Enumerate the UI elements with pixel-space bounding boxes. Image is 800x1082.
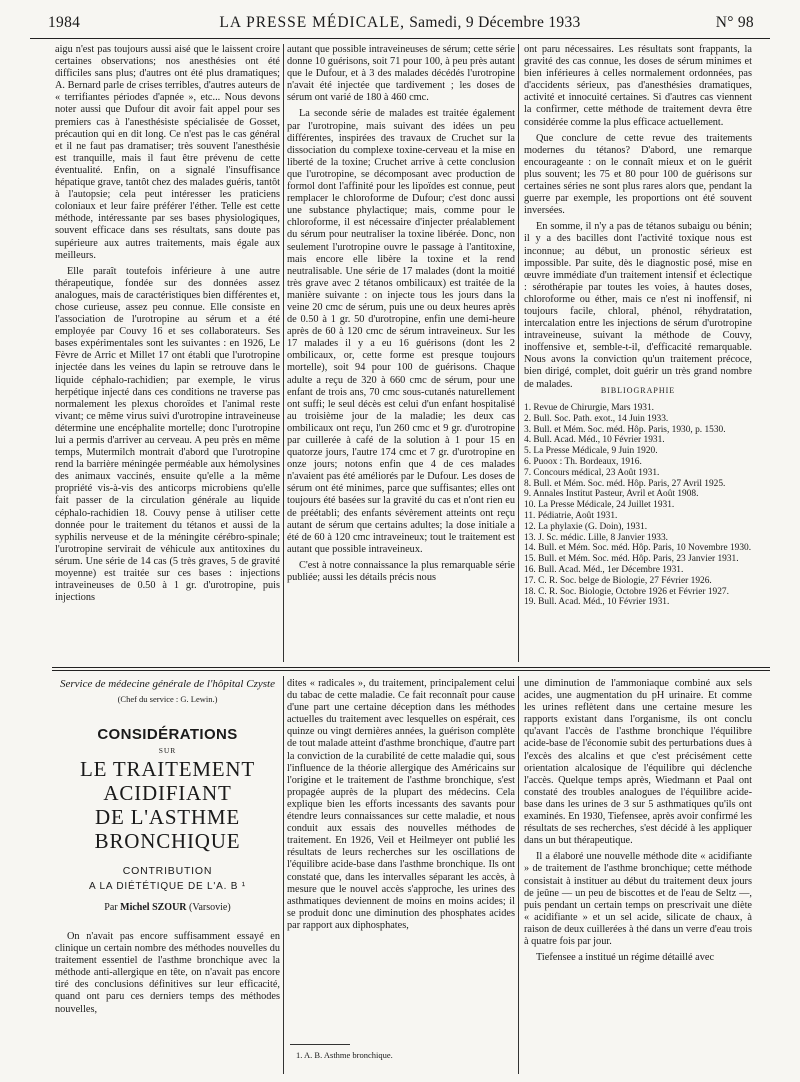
bibliography-item: 1. Revue de Chirurgie, Mars 1931. [524,403,655,413]
paragraph: En somme, il n'y a pas de tétanos subaigu ou bénin; il y a des bacilles dont l'activité toxique nous est inconnue; au début, un pronostic sérieux est impossible. Par suite, dès le diagnostic posé, mise en œuvre immédiate d'un traitement intensif et éclectique : sérothérapie par toutes les voies, à hautes doses, chloroforme ou éther, mais ce n'est ni inoffensif, ni toujours facile, chloral, phénol, réhydratation, intercalation entre les injections de sérum d'urotropine intraveineuse, suivant la méthode de Couvy, inoffensive et, semble-t-il, d'efficacité remarquable. Nous avons la conviction qu'un traitement précoce, bien dirigé, complet, doit guérir un très grand nombre de malades. [524,221,752,390]
column-divider [518,676,519,1074]
column-divider [518,44,519,662]
journal-name: LA PRESSE MÉDICALE, [219,14,406,31]
heading-sur: SUR [158,746,177,755]
author-name: Michel SZOUR [120,902,187,913]
bibliography-item: 12. La phylaxie (G. Doin), 1931. [524,521,648,532]
article-title-line-2: DE L'ASTHME BRONCHIQUE [94,805,241,853]
bibliography-item: 9. Annales Institut Pasteur, Avril et Août 1908. [524,489,699,500]
author-line [55,902,280,913]
bibliography-item: 13. J. Sc. médic. Lille, 8 Janvier 1933. [524,532,668,543]
issue-number: N° 98 [715,14,754,31]
bibliography-item: 16. Bull. Acad. Méd., 1er Décembre 1931. [524,564,684,575]
header-rule [30,38,770,39]
service-line: Service de médecine générale de l'hôpital Czyste [60,678,275,690]
paragraph: aigu n'est pas toujours aussi aisé que le laissent croire certaines observations; nos anesthésies ont été difficiles sans plus; d'autres ont été plus dramatiques; A. Bernard parle de crises terribles, d'autres auteurs de « terrifiantes périodes d'apnée », etc... Nous devons noter aussi que Dufour dit avoir fait appel pour ses premiers cas à l'anesthésiste spécialisée de Gosset, précaution qui en dit long. Ce n'est pas le cas général et il ne faut pas dramatiser; très souvent l'anesthésie est tranquille, mais il faut être prévenu de cette éventualité. Enfin, on a signalé l'insuffisance hépatique grave, tantôt chez des malades guéris, tantôt à l'autopsie; cela peut intéresser les praticiens coloniaux et leur faire préférer l'éther. Telle est cette méthode, intéressante par ses bases physiologiques, souvent efficace dans ses résultats, sans doute pas supérieure aux autres traitements, mais égale aux meilleurs. [55,44,280,261]
bibliography-title: BIBLIOGRAPHIE [600,386,676,395]
author-prefix: Par [104,902,118,913]
bibliography-item: 10. La Presse Médicale, 24 Juillet 1931. [524,500,675,511]
paragraph: Il a élaboré une nouvelle méthode dite « acidifiante » de traitement de l'asthme bronchique; cette méthode consistait à instituer au début du traitement deux jours de jeûne — un peu de biscottes et de l'eau de Seltz —, puis pendant un certain temps on prescrivait une diète « acidifiante » et un sel acide, silicate de chaux, à raison de deux cuillerées à thé dans un verre d'eau trois à quatre fois par jour. [524,851,752,947]
bibliography-item: 6. Puoox : Th. Bordeaux, 1916. [524,456,642,467]
paragraph: dites « radicales », du traitement, principalement celui du tabac de cette maladie. Ce fait reconnaît pour cause d'une part une certaine déception dans les méthodes actuelles du traitement avec lesquelles on espérait, ces quinze ou vingt dernières années, la guérison complète de tout malade atteint d'asthme bronchique, d'autre part la conviction de la curabilité de cette maladie qui, sous l'influence de la théorie allergique des Américains sur l'origine et le traitement de l'asthme bronchique, s'est propagée auprès de la plupart des médecins. Cela explique bien les efforts incessants des savants pour étendre leurs connaissances sur cette maladie, et nous conduit aux essais des nouvelles méthodes de traitement. En 1926, Veil et Heilmeyer ont publié les résultats de leurs recherches sur les oscillations de l'équilibre acide-base dans l'asthme bronchique. Ils ont constaté que, dans les intervalles séparant les accès, à mesure que le nouvel accès s'approche, les urines des asthmatiques deviennent de moins en moins acides; il se produit donc une diminution des phosphates acides par rapport aux diphosphates, [287,678,515,931]
paragraph: Elle paraît toutefois inférieure à une autre thérapeutique, fondée sur des données assez analogues, mais de caractéristiques bien différentes et, chose curieuse, assez peu connue. Elle consiste en l'association de l'urotropine au sérum et a été employée par Couvy 16 et ses collaborateurs. Ses bases expérimentales sont les suivantes : en 1926, Le Fèvre de Arric et Millet 17 ont établi que l'urotropine injectée dans les veines du lapin se retrouve dans le liquide céphalo-rachidien; par exemple, le virus herpétique injecté dans ces conditions ne traverse pas normalement les plexus choroïdes et l'animal reste vivant; ce même virus suivi d'urotropine intraveineuse détermine une encéphalite mortelle; donc l'urotropine lui a permis d'arriver au cerveau. A peu près en même temps, Mutermilch montrait d'abord que l'urotropine rend la barrière méningée perméable aux hémolysines des animaux vaccinés, ensuite qu'elle a la même propriété vis-à-vis des anticorps microbiens qu'elle fait passer de la circulation générale au liquide céphalo-rachidien 18. Couvy pense à utiliser cette donnée pour le traitement du tétanos et aussi de la syphilis nerveuse et de la méningite cérébro-spinale; l'urotropine servirait de véhicule aux antitoxines du sérum. Une série de 14 cas (5 très graves, 5 de gravité moyenne) est traitée sur ces bases : injections intraveineuses de 0.50 à 1 gr. d'urotropine, puis injections [55,265,280,604]
author-place: (Varsovie) [189,902,231,913]
paragraph: Tiefensee a institué un régime détaillé avec [536,952,715,964]
top-column-1 [55,44,280,659]
bibliography-item: 15. Bull. et Mém. Soc. méd. Hôp. Paris, 23 Janvier 1931. [524,554,739,565]
paragraph: Que conclure de cette revue des traitements modernes du tétanos? D'abord, une remarque encourageante : on le connaît mieux et on le guérit plus souvent; les 75 et 80 pour 100 de guérisons sur certaines séries ne sont plus rares alors que, pendant la guerre par exemple, les proportions ont été souvent inversées. [524,132,752,217]
article-heading-block [55,678,280,1051]
bibliography-item: 14. Bull. et Mém. Soc. méd. Hôp. Paris, 10 Novembre 1930. [524,543,752,554]
bibliography-item: 18. C. R. Soc. Biologie, Octobre 1926 et Février 1927. [524,586,729,597]
paragraph: ont paru nécessaires. Les résultats sont frappants, la gravité des cas connue, les doses de sérum minimes et bien inférieures à celles normalement ordonnées, pas d'accidents sérieux, pas d'anesthésies dramatiques, activité et innocuité certaines. Si d'autres cas viennent la confirmer, cette méthode de traitement devra être considérée comme la plus efficace actuellement. [524,44,752,128]
paragraph: une diminution de l'ammoniaque combiné aux sels acides, une augmentation du pH urinaire. Et comme les urines reflètent dans une certaine mesure les rapports existant dans l'organisme, ils ont conclu qu'avant l'accès de l'asthme bronchique l'équilibre acide-base de l'économie subit des perturbations dues à l'excès des alcalins et que c'est précisément cette orientation alcalosique de l'équilibre qui déclenche l'accès. Quelque temps après, Wiedmann et Paal ont constaté des troubles analogues de l'équilibre acide-base dans les urines de 3 sur 5 asthmatiques qu'ils ont examinés. En 1930, Tiefensee, après avoir confirmé les résultats de ses recherches, s'est décidé à les appliquer dans un but thérapeutique. [524,678,752,847]
bibliography-item: 3. Bull. et Mém. Soc. méd. Hôp. Paris, 1930, p. 1530. [524,424,726,435]
paragraph: La seconde série de malades est traitée également par l'urotropine, mais suivant des idées un peu différentes, inspirées des travaux de Cruchet sur la dissociation du complexe toxine-cerveau et la mise en liberté de la toxine; Cruchet arrive à cette conclusion que l'urotropine, se décomposant avec production de formol dont l'affinité pour les lipoïdes est connue, peut remplacer le chloroforme de Dufour; c'est donc aussi une substance phylactique; mais, comme pour le chloroforme, il est nécessaire d'injecter préalablement du sérum pour neutraliser la toxine libérée. Donc, non seulement l'urotropine ouvre le passage à l'antitoxine, mais encore elle libère la toxine et la rend neutralisable. Une série de 17 malades (dont la moitié très grave avec 2 tétanos ombilicaux) est traitée de la manière suivante : on injecte tous les jours dans la veine 20 cmc de sérum, puis une ou deux heures après de 0.50 à 1 gr. 50 d'urotropine, enfin une demi-heure après de 60 à 120 cmc de sérum intraveineux. Sur les 17 malades il y a eu 16 guérisons (dont les 2 ombilicaux, or, cette forme est presque toujours mortelle), soit 94 pour 100 de guérisons. Chaque adulte a reçu de 320 à 660 cmc de sérum, pour une enfant de trois ans, 70 cmc sous-cutanés naturellement ont suffi; le seul décès est celui d'un enfant hospitalisé au troisième jour de la maladie; les deux cas ombilicaux ont reçu, l'un 260 cmc et 9 gr. d'urotropine par cuillerée à café de la solution à 1 pour 15 en quatorze jours, l'autre 174 cmc et 7 gr. d'urotropine en onze jours; notons enfin que 4 de ces malades n'avaient pas été améliorés par le Dufour. Les doses de sérum ont été minimes, parce que suffisantes; elles ont toujours été basées sur la gravité du cas et n'ont rien eu de préétabli; des enfants sévèrement atteints ont reçu autant de sérum que certains adultes; la dose initiale a été de 60 à 120 cmc intraveineux; tout le traitement est autant que possible intraveineux. [287,108,515,555]
article-column-3 [524,678,752,1073]
section-rule [52,667,770,668]
column-divider [283,44,284,662]
footnote-rule [290,1044,350,1045]
bibliography-item: 19. Bull. Acad. Méd., 10 Février 1931. [524,597,670,608]
bibliography-list [524,403,752,608]
top-column-3 [524,44,752,659]
bibliography-item: 8. Bull. et Mém. Soc. méd. Hôp. Paris, 27 Avril 1925. [524,478,726,489]
page-header [30,14,770,36]
paragraph: autant que possible intraveineuses de sérum; cette série donne 10 guérisons, soit 71 pour 100, à peu près autant que le Dufour, et à 3 des malades décédés l'urotropine n'avait été injectée que tardivement ; les doses de sérum ont varié de 180 à 460 cmc. [287,44,515,104]
paragraph: C'est à notre connaissance la plus remarquable série publiée; aussi les détails précis nous [287,559,515,584]
article-title-line-1: LE TRAITEMENT ACIDIFIANT [79,757,256,805]
issue-date: Samedi, 9 Décembre 1933 [409,14,581,31]
heading-considerations: CONSIDÉRATIONS [97,726,238,743]
bibliography-item: 2. Bull. Soc. Path. exot., 14 Juin 1933. [524,413,669,424]
footnote: 1. A. B. Asthme bronchique. [296,1050,393,1060]
top-column-2 [287,44,515,659]
article-column-1 [55,931,280,1051]
section-rule [52,670,770,671]
paragraph: On n'avait pas encore suffisamment essayé en clinique un certain nombre des méthodes nouvelles du traitement essentiel de l'asthme bronchique avec la méthode anti-allergique en tête, on n'avait pas encore tiré des conclusions définitives sur leur efficacité, quand ont paru ces derniers temps des méthodes nouvelles, [55,931,280,1015]
heading-dietetique: A LA DIÉTÉTIQUE DE L'A. B ¹ [89,881,246,892]
chef-line: (Chef du service : G. Lewin.) [117,694,218,704]
page-number: 1984 [48,14,81,31]
conclusion-text [524,44,752,390]
bibliography-item: 17. C. R. Soc. belge de Biologie, 27 Février 1926. [524,575,712,586]
bibliography-item: 11. Pédiatrie, Août 1931. [524,510,618,521]
article-column-2 [287,678,515,1038]
column-divider [283,676,284,1074]
bibliography-item: 7. Concours médical, 23 Août 1931. [524,467,660,478]
bibliography-item: 4. Bull. Acad. Méd., 10 Février 1931. [524,435,665,446]
journal-title [30,14,770,32]
bibliography-item: 5. La Presse Médicale, 9 Juin 1920. [524,446,658,457]
heading-contribution: CONTRIBUTION [122,865,213,877]
